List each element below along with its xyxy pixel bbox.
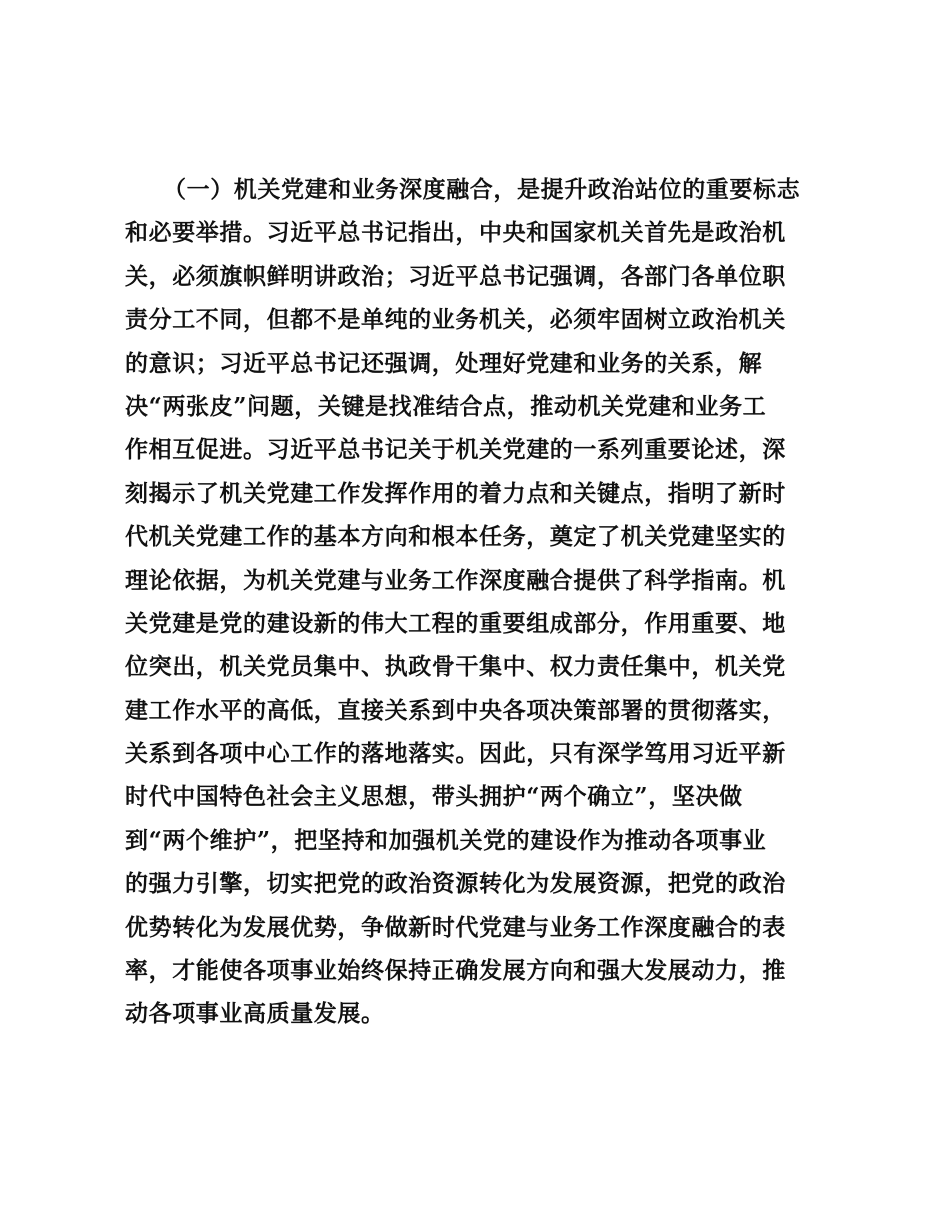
paragraph-line: 理论依据，为机关党建与业务工作深度融合提供了科学指南。机 xyxy=(125,566,786,594)
paragraph-line: 动各项事业高质量发展。 xyxy=(125,1000,385,1028)
paragraph-line: 率，才能使各项事业始终保持正确发展方向和强大发展动力，推 xyxy=(125,957,786,985)
paragraph-line: 代机关党建工作的基本方向和根本任务，奠定了机关党建坚实的 xyxy=(125,523,786,551)
paragraph-line: 时代中国特色社会主义思想，带头拥护“两个确立”，坚决做 xyxy=(125,783,743,811)
paragraph-line: 关，必须旗帜鲜明讲政治；习近平总书记强调，各部门各单位职 xyxy=(125,262,786,290)
paragraph-line: 建工作水平的高低，直接关系到中央各项决策部署的贯彻落实， xyxy=(125,696,786,724)
paragraph-line: 责分工不同，但都不是单纯的业务机关，必须牢固树立政治机关 xyxy=(125,306,786,334)
body-paragraph xyxy=(125,168,845,1036)
paragraph-line: 作相互促进。习近平总书记关于机关党建的一系列重要论述，深 xyxy=(125,436,786,464)
paragraph-line: 的强力引擎，切实把党的政治资源转化为发展资源，把党的政治 xyxy=(125,870,786,898)
paragraph-line: 和必要举措。习近平总书记指出，中央和国家机关首先是政治机 xyxy=(125,219,786,247)
paragraph-line: 刻揭示了机关党建工作发挥作用的着力点和关键点，指明了新时 xyxy=(125,479,786,507)
paragraph-line: 位突出，机关党员集中、执政骨干集中、权力责任集中，机关党 xyxy=(125,653,786,681)
paragraph-line: 决“两张皮”问题，关键是找准结合点，推动机关党建和业务工 xyxy=(125,392,767,420)
paragraph-line: （一）机关党建和业务深度融合，是提升政治站位的重要标志 xyxy=(163,176,801,203)
paragraph-line: 优势转化为发展优势，争做新时代党建与业务工作深度融合的表 xyxy=(125,913,786,941)
paragraph-line: 关系到各项中心工作的落地落实。因此，只有深学笃用习近平新 xyxy=(125,740,786,768)
paragraph-line: 到“两个维护”，把坚持和加强机关党的建设作为推动各项事业 xyxy=(125,826,767,854)
paragraph-line: 关党建是党的建设新的伟大工程的重要组成部分，作用重要、地 xyxy=(125,609,786,637)
paragraph-line: 的意识；习近平总书记还强调，处理好党建和业务的关系，解 xyxy=(125,349,763,377)
